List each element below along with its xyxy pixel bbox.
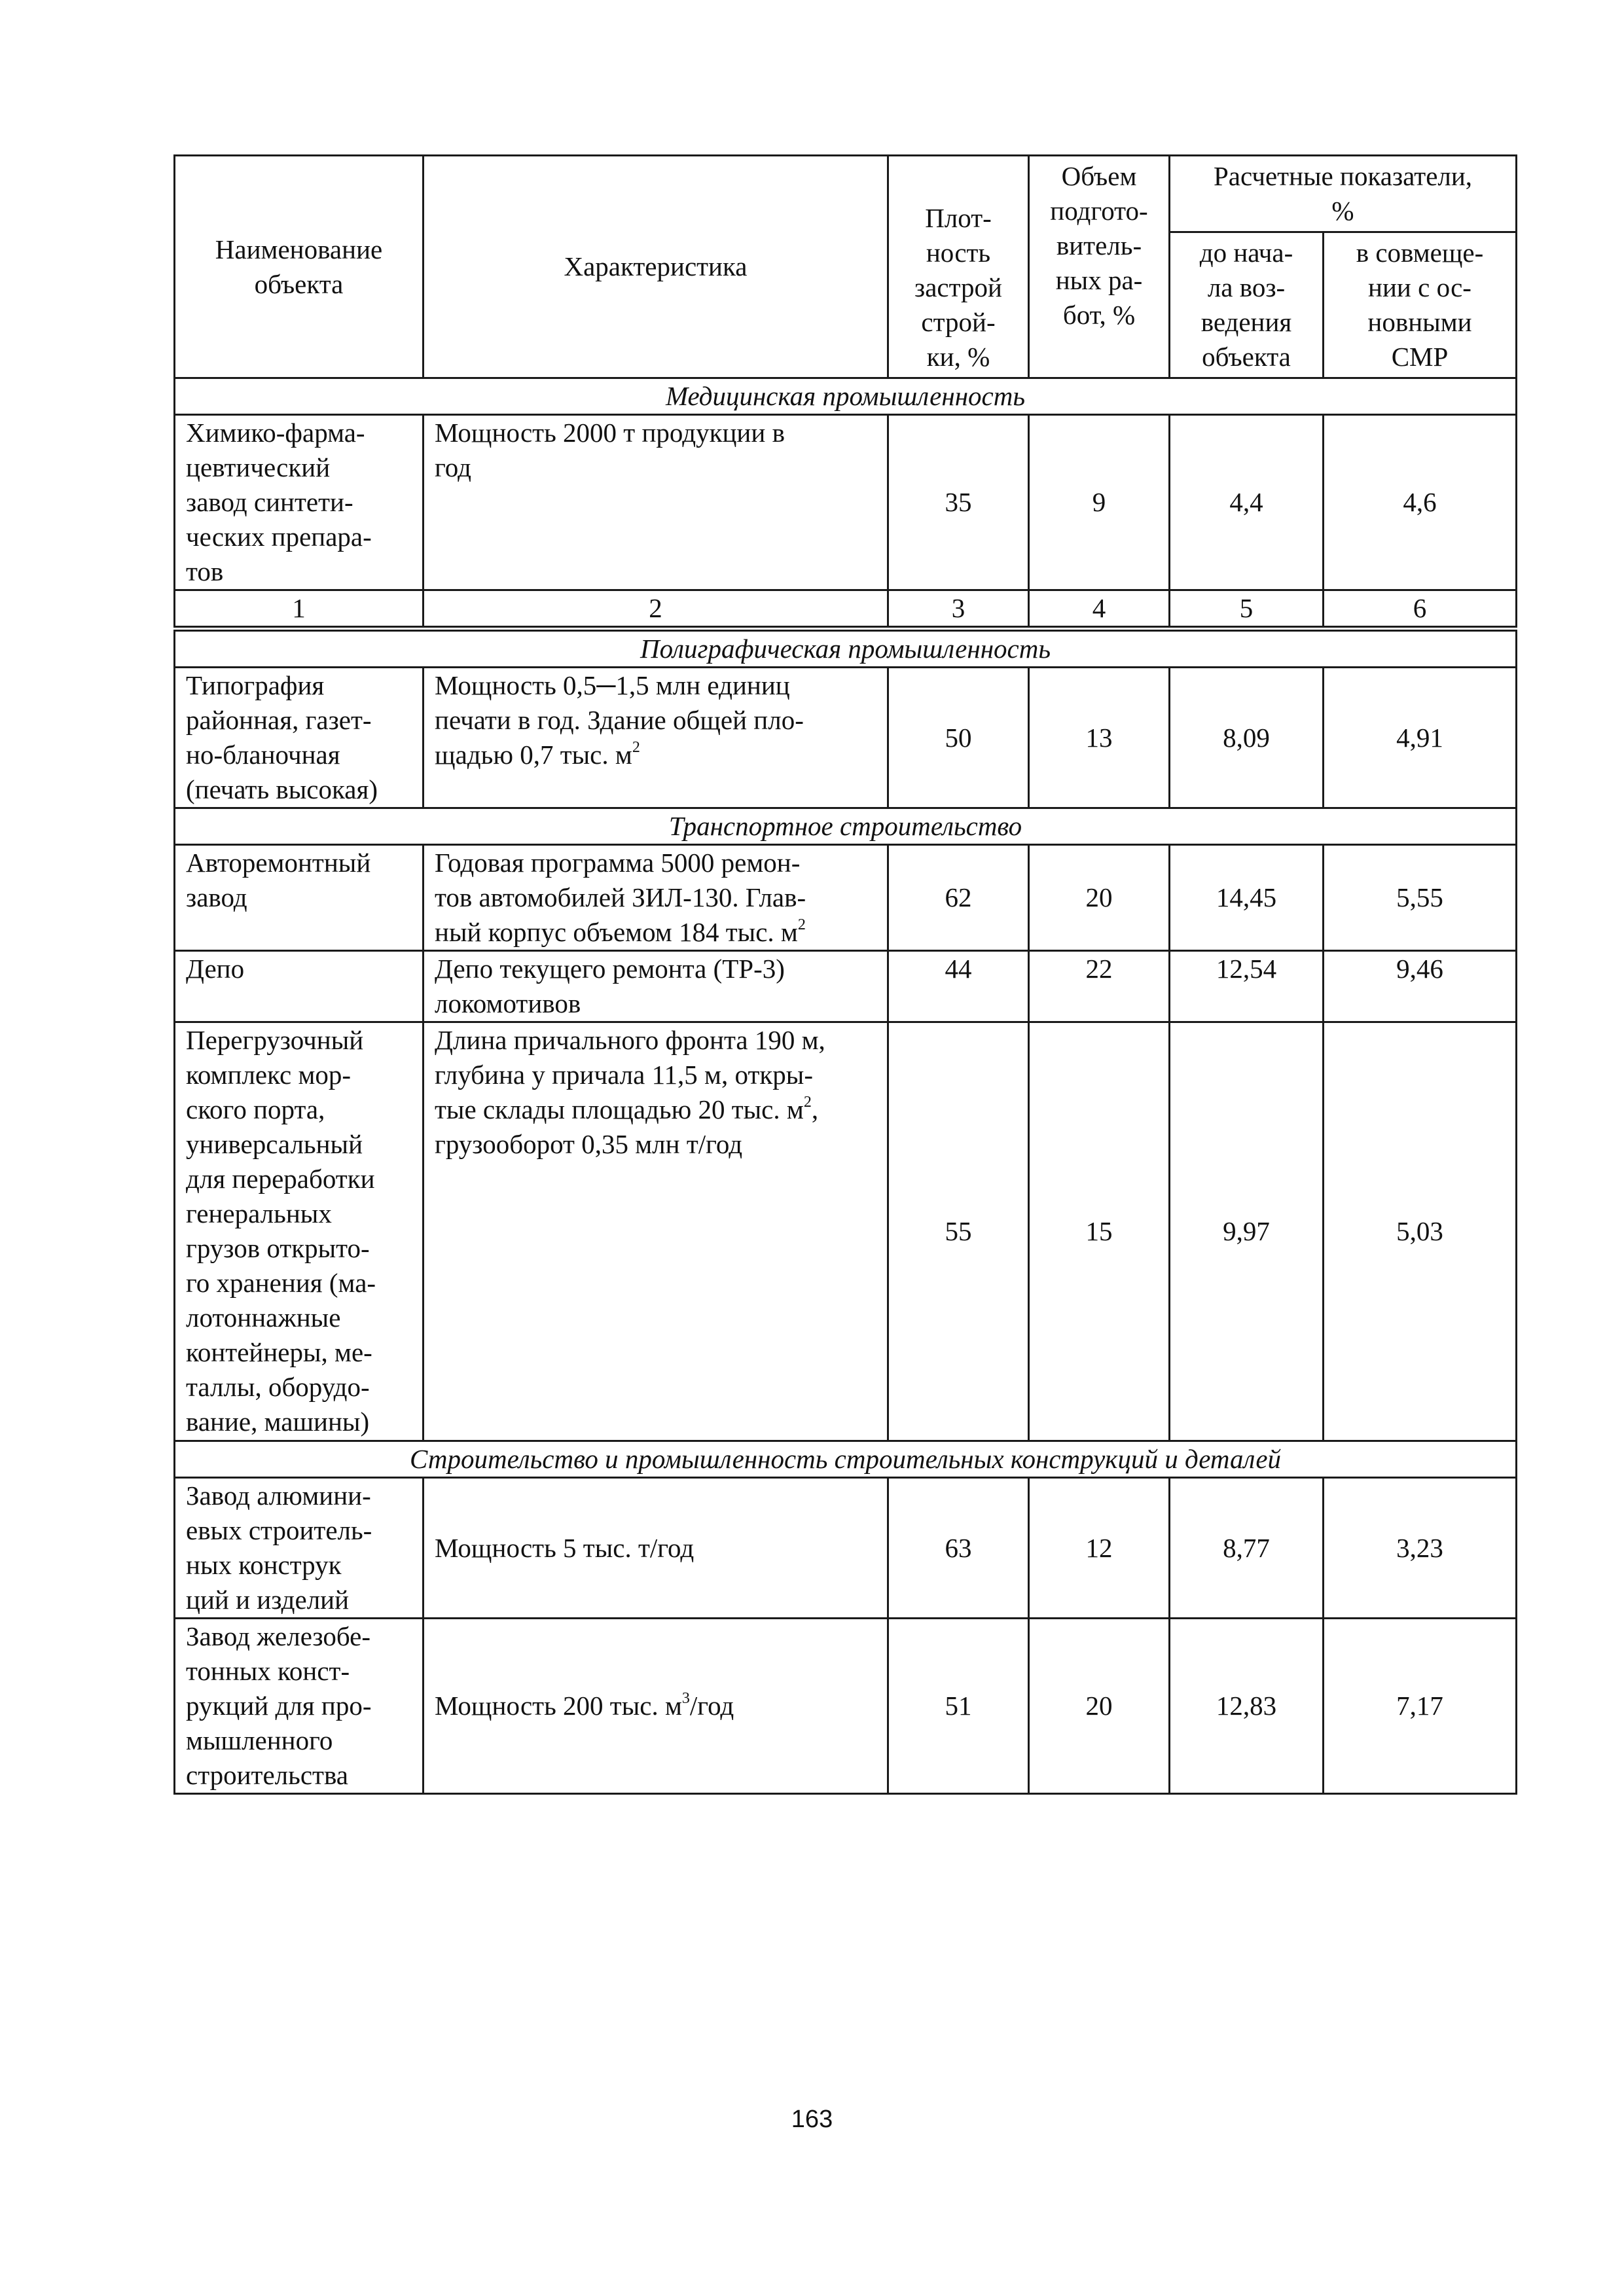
column-number: 6 xyxy=(1324,590,1517,629)
header-combined-smr: в совмеще- нии с ос- новными СМР xyxy=(1324,232,1517,378)
superscript: 2 xyxy=(632,739,640,756)
combined-value: 9,46 xyxy=(1324,951,1517,1022)
prep-value: 22 xyxy=(1029,951,1170,1022)
section-row xyxy=(175,1441,1517,1478)
table-row xyxy=(175,1022,1517,1441)
object-characteristic xyxy=(424,845,888,951)
prep-value: 15 xyxy=(1029,1022,1170,1441)
object-name: Депо xyxy=(175,951,424,1022)
before-start-value: 8,77 xyxy=(1170,1478,1324,1619)
object-name: Перегрузочный комплекс мор- ского порта, универсальный для переработки генеральных грузов открыто- го хранения (ма- лотоннажные контейнеры, ме- таллы, оборудо- вание, машины) xyxy=(175,1022,424,1441)
density-value: 55 xyxy=(888,1022,1029,1441)
table-row xyxy=(175,951,1517,1022)
combined-value: 4,91 xyxy=(1324,668,1517,808)
column-number-row xyxy=(175,590,1517,629)
header-prep-volume: Объем подгото- витель- ных ра- бот, % xyxy=(1029,156,1170,378)
column-number: 2 xyxy=(424,590,888,629)
construction-indicators-table xyxy=(173,154,1517,1795)
table-row xyxy=(175,1478,1517,1619)
before-start-value: 8,09 xyxy=(1170,668,1324,808)
page-number: 163 xyxy=(791,2106,833,2133)
column-number: 5 xyxy=(1170,590,1324,629)
before-start-value: 9,97 xyxy=(1170,1022,1324,1441)
object-name: Завод железобе- тонных конст- рукций для про- мышленного строительства xyxy=(175,1619,424,1794)
header-density: Плот- ность застрой строй- ки, % xyxy=(888,156,1029,378)
characteristic-text-cont: /год xyxy=(689,1691,734,1721)
section-row xyxy=(175,808,1517,845)
object-characteristic: Депо текущего ремонта (ТР-3) локомотивов xyxy=(424,951,888,1022)
prep-value: 9 xyxy=(1029,415,1170,590)
section-construction: Строительство и промышленность строительных конструкций и деталей xyxy=(175,1441,1517,1478)
object-name: Авторемонтный завод xyxy=(175,845,424,951)
characteristic-text-cont: , грузооборот 0,35 млн т/год xyxy=(435,1094,819,1159)
prep-value: 12 xyxy=(1029,1478,1170,1619)
table-row xyxy=(175,1619,1517,1794)
density-value: 51 xyxy=(888,1619,1029,1794)
section-transport: Транспортное строительство xyxy=(175,808,1517,845)
prep-value: 20 xyxy=(1029,1619,1170,1794)
combined-value: 7,17 xyxy=(1324,1619,1517,1794)
object-characteristic xyxy=(424,1619,888,1794)
density-value: 63 xyxy=(888,1478,1029,1619)
object-name: Химико-фарма- цевтический завод синтети- ческих препара- тов xyxy=(175,415,424,590)
density-value: 35 xyxy=(888,415,1029,590)
table-row xyxy=(175,415,1517,590)
density-value: 62 xyxy=(888,845,1029,951)
before-start-value: 14,45 xyxy=(1170,845,1324,951)
header-characteristic: Характеристика xyxy=(424,156,888,378)
before-start-value: 12,83 xyxy=(1170,1619,1324,1794)
characteristic-text: Годовая программа 5000 ремон- тов автомобилей ЗИЛ-130. Глав- ный корпус объемом 184 тыс. м xyxy=(435,848,806,947)
table-row xyxy=(175,845,1517,951)
object-characteristic: Мощность 2000 т продукции в год xyxy=(424,415,888,590)
object-characteristic xyxy=(424,1022,888,1441)
section-row xyxy=(175,629,1517,668)
header-calculated-indicators: Расчетные показатели, % xyxy=(1170,156,1517,232)
header-object-name: Наименование объекта xyxy=(175,156,424,378)
object-characteristic xyxy=(424,668,888,808)
column-number: 3 xyxy=(888,590,1029,629)
density-value: 44 xyxy=(888,951,1029,1022)
superscript: 3 xyxy=(681,1690,690,1707)
table-row xyxy=(175,668,1517,808)
density-value: 50 xyxy=(888,668,1029,808)
section-medical: Медицинская промышленность xyxy=(175,378,1517,415)
combined-value: 5,55 xyxy=(1324,845,1517,951)
header-row-top xyxy=(175,156,1517,232)
combined-value: 3,23 xyxy=(1324,1478,1517,1619)
object-name: Завод алюмини- евых строитель- ных конструк ций и изделий xyxy=(175,1478,424,1619)
column-number: 1 xyxy=(175,590,424,629)
prep-value: 13 xyxy=(1029,668,1170,808)
characteristic-text: Мощность 0,5─1,5 млн единиц печати в год. Здание общей пло- щадью 0,7 тыс. м xyxy=(435,670,804,770)
combined-value: 5,03 xyxy=(1324,1022,1517,1441)
before-start-value: 12,54 xyxy=(1170,951,1324,1022)
column-number: 4 xyxy=(1029,590,1170,629)
before-start-value: 4,4 xyxy=(1170,415,1324,590)
object-name: Типография районная, газет- но-бланочная (печать высокая) xyxy=(175,668,424,808)
combined-value: 4,6 xyxy=(1324,415,1517,590)
characteristic-text: Мощность 200 тыс. м xyxy=(435,1691,682,1721)
object-characteristic: Мощность 5 тыс. т/год xyxy=(424,1478,888,1619)
section-row xyxy=(175,378,1517,415)
superscript: 2 xyxy=(797,916,806,933)
characteristic-text: Длина причального фронта 190 м, глубина у причала 11,5 м, откры- тые склады площадью 20 тыс. м xyxy=(435,1025,825,1124)
section-printing: Полиграфическая промышленность xyxy=(175,629,1517,668)
header-before-start: до нача- ла воз- ведения объекта xyxy=(1170,232,1324,378)
superscript: 2 xyxy=(803,1094,812,1111)
prep-value: 20 xyxy=(1029,845,1170,951)
